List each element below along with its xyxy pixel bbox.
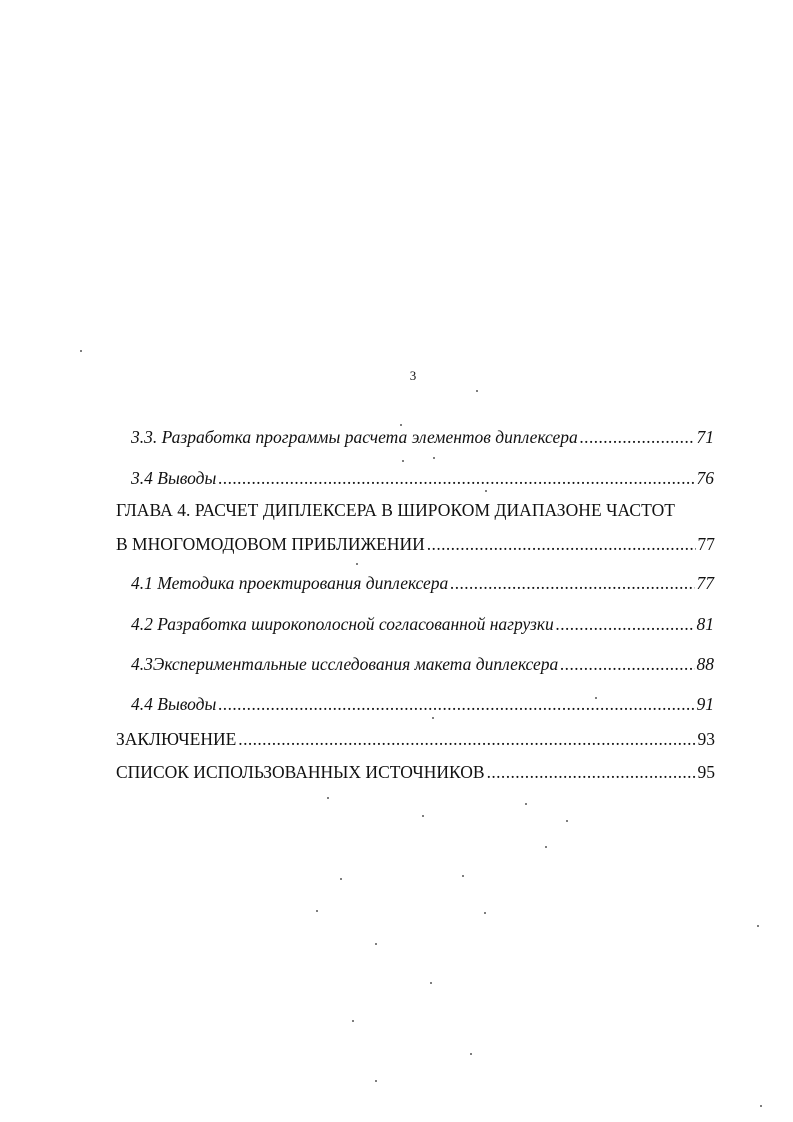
scan-speck	[80, 350, 82, 352]
toc-entry-title: 4.4 Выводы	[131, 694, 217, 714]
scan-speck	[375, 943, 377, 945]
toc-entry-4-3[interactable]	[131, 653, 714, 675]
scan-speck	[595, 697, 597, 699]
toc-entry-title: 3.3. Разработка программы расчета элементов диплексера	[131, 427, 578, 447]
toc-entry-title: 4.2 Разработка широкополосной согласованной нагрузки	[131, 614, 554, 634]
scan-speck	[422, 815, 424, 817]
scan-speck	[760, 1105, 762, 1107]
toc-entry-3-3[interactable]	[131, 426, 714, 448]
scan-speck	[757, 925, 759, 927]
toc-entry-4-2[interactable]	[131, 613, 714, 635]
toc-leader-dots	[427, 533, 696, 555]
scan-speck	[476, 390, 478, 392]
scan-speck	[327, 797, 329, 799]
toc-references[interactable]	[116, 761, 715, 783]
toc-entry-3-4[interactable]	[131, 467, 714, 489]
scan-speck	[316, 910, 318, 912]
toc-chapter-title-line2: В МНОГОМОДОВОМ ПРИБЛИЖЕНИИ	[116, 534, 425, 554]
scan-speck	[375, 1080, 377, 1082]
scan-speck	[462, 875, 464, 877]
page-number: 3	[409, 368, 417, 383]
toc-entry-title: 4.3Экспериментальные исследования макета диплексера	[131, 654, 559, 674]
scan-speck	[402, 460, 404, 462]
scan-speck	[525, 803, 527, 805]
toc-chapter-4[interactable]	[116, 533, 715, 555]
toc-entry-title: СПИСОК ИСПОЛЬЗОВАННЫХ ИСТОЧНИКОВ	[116, 762, 485, 782]
toc-leader-dots	[450, 572, 694, 594]
toc-leader-dots	[487, 761, 696, 783]
toc-entry-page: 95	[697, 762, 715, 782]
scan-speck	[430, 982, 432, 984]
scan-speck	[352, 1020, 354, 1022]
toc-entry-title: 4.1 Методика проектирования диплексера	[131, 573, 449, 593]
toc-leader-dots	[560, 653, 694, 675]
scan-speck	[356, 563, 358, 565]
scan-speck	[545, 846, 547, 848]
toc-entry-page: 88	[696, 654, 714, 674]
toc-entry-4-4[interactable]	[131, 693, 714, 715]
scan-speck	[432, 717, 434, 719]
scan-speck	[485, 490, 487, 492]
toc-entry-page: 76	[696, 468, 714, 488]
toc-entry-page: 93	[697, 729, 715, 749]
toc-leader-dots	[556, 613, 695, 635]
scan-speck	[400, 424, 402, 426]
toc-leader-dots	[580, 426, 695, 448]
toc-entry-page: 81	[696, 614, 714, 634]
scan-speck	[340, 878, 342, 880]
scan-speck	[470, 1053, 472, 1055]
toc-entry-4-1[interactable]	[131, 572, 714, 594]
scan-speck	[566, 820, 568, 822]
toc-entry-page: 77	[697, 534, 715, 554]
toc-entry-title: ЗАКЛЮЧЕНИЕ	[116, 729, 237, 749]
toc-entry-title: 3.4 Выводы	[131, 468, 217, 488]
toc-entry-page: 91	[696, 694, 714, 714]
toc-entry-page: 71	[696, 427, 714, 447]
toc-leader-dots	[238, 728, 695, 750]
scan-speck	[433, 457, 435, 459]
toc-conclusion[interactable]	[116, 728, 715, 750]
toc-leader-dots	[218, 693, 694, 715]
toc-entry-page: 77	[696, 573, 714, 593]
scan-speck	[484, 912, 486, 914]
toc-leader-dots	[218, 467, 694, 489]
toc-chapter-4-title-line1[interactable]: ГЛАВА 4. РАСЧЕТ ДИПЛЕКСЕРА В ШИРОКОМ ДИАПАЗОНЕ ЧАСТОТ	[116, 500, 676, 520]
